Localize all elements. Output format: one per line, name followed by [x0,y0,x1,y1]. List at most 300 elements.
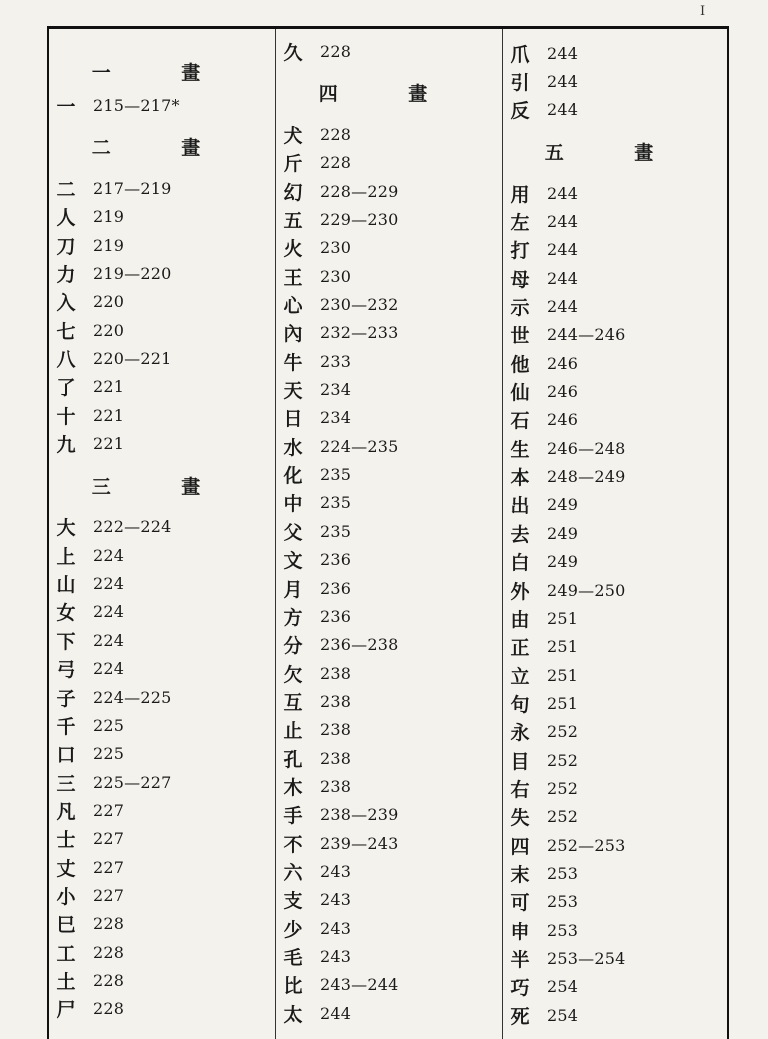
index-entry [276,744,502,772]
index-entry [503,349,727,377]
entry-page-range: 243 [320,918,352,938]
entry-page-range: 249—250 [547,580,626,600]
index-entry [49,541,275,569]
entry-character: 分 [283,635,303,658]
entry-character: 上 [56,545,76,568]
entry-character: 少 [283,918,303,941]
index-entry [49,598,275,626]
index-entry [49,373,275,401]
entry-page-range: 224 [93,545,125,565]
entry-page-range: 253 [547,920,579,940]
index-entry [49,513,275,541]
entry-page-range: 228 [320,41,352,61]
entry-character: 火 [283,238,303,261]
entry-character: 末 [510,863,530,886]
stroke-count-heading-text: 三 畫 [91,475,233,498]
index-entry [49,683,275,711]
entry-character: 仙 [510,382,530,405]
index-entry [503,292,727,320]
entry-character: 右 [510,778,530,801]
entry-character: 反 [510,100,530,123]
entry-character: 牛 [283,351,303,374]
index-entry [276,177,502,205]
index-entry [276,149,502,177]
entry-page-range: 249 [547,552,579,572]
index-entry [276,631,502,659]
entry-page-range: 252 [547,722,579,742]
index-entry [276,857,502,885]
entry-page-range: 244 [547,183,579,203]
entry-character: 出 [510,495,530,518]
entry-page-range: 244 [547,240,579,260]
index-entry [503,916,727,944]
index-entry [49,429,275,457]
entry-character: 去 [510,523,530,546]
entry-character: 七 [56,320,76,343]
index-entry [503,67,727,95]
entry-page-range: 246 [547,410,579,430]
stroke-index-table [47,26,729,1039]
entry-page-range: 219 [93,207,125,227]
index-entry [503,576,727,604]
entry-page-range: 227 [93,885,125,905]
stroke-count-heading-text: 四 畫 [318,83,460,106]
entry-character: 力 [56,264,76,287]
entry-character: 斤 [283,153,303,176]
entry-character: 毛 [283,946,303,969]
index-entry [276,829,502,857]
entry-page-range: 244 [320,1003,352,1023]
index-entry [49,853,275,881]
index-entry [276,716,502,744]
entry-character: 句 [510,693,530,716]
entry-page-range: 220 [93,320,125,340]
index-entry [276,602,502,630]
entry-page-range: 244 [547,100,579,120]
entry-page-range: 253 [547,863,579,883]
entry-character: 中 [283,493,303,516]
entry-page-range: 235 [320,521,352,541]
entry-character: 木 [283,776,303,799]
entry-page-range: 221 [93,377,125,397]
stroke-count-heading [49,458,275,513]
entry-page-range: 235 [320,493,352,513]
index-entry [276,262,502,290]
index-entry [276,319,502,347]
entry-character: 示 [510,297,530,320]
index-entry [276,37,502,65]
entry-page-range: 230 [320,238,352,258]
entry-character: 心 [283,295,303,318]
index-column-3 [503,29,727,1039]
index-entry [503,434,727,462]
entry-character: 死 [510,1005,530,1028]
entry-page-range: 244 [547,43,579,63]
index-entry [276,205,502,233]
entry-character: 支 [283,890,303,913]
entry-character: 幻 [283,181,303,204]
entry-page-range: 244 [547,212,579,232]
entry-character: 用 [510,183,530,206]
entry-character: 永 [510,722,530,745]
entry-character: 可 [510,892,530,915]
entry-character: 石 [510,410,530,433]
entry-page-range: 244 [547,297,579,317]
entry-character: 六 [283,861,303,884]
entry-page-range: 232—233 [320,323,399,343]
index-entry [503,96,727,124]
entry-character: 一 [56,95,76,118]
index-entry [276,971,502,999]
entry-character: 巧 [510,977,530,1000]
entry-page-range: 224 [93,659,125,679]
entry-page-range: 253 [547,892,579,912]
entry-character: 王 [283,266,303,289]
entry-character: 比 [283,975,303,998]
entry-character: 打 [510,240,530,263]
entry-page-range: 254 [547,977,579,997]
index-entry [503,888,727,916]
entry-page-range: 227 [93,829,125,849]
index-entry [276,914,502,942]
entry-character: 九 [56,434,76,457]
entry-page-range: 238 [320,748,352,768]
index-entry [503,264,727,292]
entry-page-range: 238 [320,663,352,683]
entry-character: 犬 [283,125,303,148]
entry-page-range: 252 [547,750,579,770]
entry-page-range: 251 [547,608,579,628]
index-entry [276,517,502,545]
entry-page-range: 239—243 [320,833,399,853]
entry-character: 五 [283,210,303,233]
stroke-count-heading [503,124,727,179]
entry-page-range: 252 [547,807,579,827]
index-entry [503,604,727,632]
entry-character: 丈 [56,857,76,880]
index-entry [276,290,502,318]
entry-page-range: 219 [93,235,125,255]
index-entry [276,999,502,1027]
index-entry [276,772,502,800]
entry-page-range: 236 [320,578,352,598]
entry-character: 內 [283,323,303,346]
index-column-1 [49,29,276,1039]
entry-character: 母 [510,268,530,291]
index-entry [49,711,275,739]
index-entry [49,825,275,853]
entry-character: 爪 [510,43,530,66]
index-entry [503,661,727,689]
index-entry [503,491,727,519]
entry-page-range: 244 [547,268,579,288]
entry-page-range: 227 [93,857,125,877]
index-entry [49,288,275,316]
entry-character: 巳 [56,914,76,937]
index-entry [276,886,502,914]
entry-page-range: 224—225 [93,687,172,707]
index-entry [49,910,275,938]
entry-page-range: 244 [547,72,579,92]
index-entry [503,236,727,264]
entry-page-range: 222—224 [93,517,172,537]
entry-page-range: 244—246 [547,325,626,345]
entry-character: 小 [56,885,76,908]
index-entry [503,803,727,831]
index-entry [49,174,275,202]
index-entry [49,881,275,909]
entry-character: 士 [56,829,76,852]
index-entry [276,489,502,517]
stroke-count-heading [276,65,502,120]
entry-character: 月 [283,578,303,601]
entry-page-range: 243 [320,890,352,910]
entry-character: 不 [283,833,303,856]
entry-page-range: 235 [320,465,352,485]
entry-character: 手 [283,805,303,828]
entry-character: 外 [510,580,530,603]
index-entry [503,207,727,235]
entry-character: 下 [56,630,76,653]
entry-character: 人 [56,207,76,230]
index-entry [276,801,502,829]
index-entry [503,321,727,349]
entry-character: 了 [56,377,76,400]
index-column-2 [276,29,503,1039]
entry-character: 引 [510,72,530,95]
entry-page-range: 228 [93,970,125,990]
entry-character: 三 [56,772,76,795]
entry-page-range: 243 [320,861,352,881]
entry-page-range: 251 [547,693,579,713]
entry-character: 十 [56,405,76,428]
entry-page-range: 228 [320,125,352,145]
entry-character: 天 [283,380,303,403]
index-entry [276,234,502,262]
entry-character: 口 [56,744,76,767]
entry-character: 互 [283,691,303,714]
index-entry [49,655,275,683]
index-entry [49,316,275,344]
entry-character: 世 [510,325,530,348]
entry-page-range: 238—239 [320,805,399,825]
entry-page-range: 221 [93,434,125,454]
index-entry [503,548,727,576]
entry-page-range: 225—227 [93,772,172,792]
entry-character: 他 [510,353,530,376]
index-entry [503,859,727,887]
entry-character: 文 [283,550,303,573]
index-entry [503,519,727,547]
index-entry [49,768,275,796]
entry-page-range: 236 [320,550,352,570]
entry-character: 白 [510,552,530,575]
index-entry [49,938,275,966]
index-entry [276,120,502,148]
index-entry [276,460,502,488]
entry-page-range: 236 [320,606,352,626]
entry-page-range: 227 [93,800,125,820]
index-entry [503,831,727,859]
index-entry [49,401,275,429]
entry-character: 弓 [56,659,76,682]
index-entry [503,179,727,207]
stroke-count-heading-text: 二 畫 [91,137,233,160]
entry-page-range: 215—217* [93,95,180,115]
index-entry [276,375,502,403]
entry-page-range: 253—254 [547,948,626,968]
entry-page-range: 228 [320,153,352,173]
entry-character: 八 [56,349,76,372]
entry-character: 女 [56,602,76,625]
index-entry [276,942,502,970]
entry-page-range: 228 [93,999,125,1019]
index-entry [49,796,275,824]
entry-character: 生 [510,438,530,461]
entry-page-range: 228 [93,942,125,962]
entry-page-range: 234 [320,408,352,428]
index-entry [49,995,275,1023]
entry-page-range: 246 [547,353,579,373]
entry-character: 入 [56,292,76,315]
index-entry [276,347,502,375]
entry-page-range: 251 [547,665,579,685]
index-entry [49,569,275,597]
entry-character: 工 [56,942,76,965]
entry-character: 凡 [56,800,76,823]
entry-page-range: 236—238 [320,635,399,655]
entry-page-range: 243—244 [320,975,399,995]
stroke-count-heading-text: 一 畫 [91,61,233,84]
page-number: I [700,4,706,19]
entry-character: 止 [283,720,303,743]
index-entry [503,406,727,434]
entry-character: 本 [510,467,530,490]
entry-page-range: 252 [547,778,579,798]
entry-character: 化 [283,465,303,488]
stroke-count-heading [49,51,275,91]
index-entry [503,462,727,490]
entry-character: 父 [283,521,303,544]
stroke-count-heading [49,119,275,174]
entry-character: 四 [510,835,530,858]
entry-page-range: 224 [93,574,125,594]
entry-character: 大 [56,517,76,540]
entry-character: 由 [510,608,530,631]
entry-character: 子 [56,687,76,710]
entry-character: 左 [510,212,530,235]
entry-page-range: 225 [93,715,125,735]
entry-character: 刀 [56,235,76,258]
index-entry [49,626,275,654]
entry-character: 半 [510,948,530,971]
entry-character: 欠 [283,663,303,686]
stroke-count-heading-text: 五 畫 [544,142,686,165]
entry-character: 久 [283,41,303,64]
entry-character: 尸 [56,999,76,1022]
entry-page-range: 246—248 [547,438,626,458]
index-entry [276,404,502,432]
entry-character: 方 [283,606,303,629]
entry-page-range: 234 [320,380,352,400]
entry-page-range: 221 [93,405,125,425]
entry-character: 孔 [283,748,303,771]
entry-character: 水 [283,436,303,459]
entry-page-range: 225 [93,744,125,764]
entry-page-range: 248—249 [547,467,626,487]
index-entry [503,718,727,746]
entry-page-range: 220—221 [93,349,172,369]
entry-page-range: 238 [320,776,352,796]
entry-character: 太 [283,1003,303,1026]
column-1-rows [49,51,275,1023]
entry-character: 失 [510,807,530,830]
entry-character: 二 [56,179,76,202]
index-entry [503,1001,727,1029]
column-3-rows [503,39,727,1029]
index-entry [503,377,727,405]
index-entry [49,91,275,119]
entry-page-range: 219—220 [93,264,172,284]
index-entry [276,546,502,574]
entry-character: 正 [510,637,530,660]
entry-page-range: 228 [93,914,125,934]
entry-character: 申 [510,920,530,943]
index-entry [503,689,727,717]
entry-page-range: 238 [320,720,352,740]
entry-page-range: 243 [320,946,352,966]
index-entry [276,687,502,715]
index-entry [503,746,727,774]
entry-page-range: 249 [547,523,579,543]
entry-page-range: 224—235 [320,436,399,456]
entry-page-range: 224 [93,630,125,650]
entry-page-range: 220 [93,292,125,312]
entry-page-range: 228—229 [320,181,399,201]
index-entry [49,259,275,287]
entry-page-range: 224 [93,602,125,622]
entry-page-range: 233 [320,351,352,371]
entry-page-range: 230 [320,266,352,286]
index-entry [49,740,275,768]
entry-character: 千 [56,715,76,738]
entry-page-range: 254 [547,1005,579,1025]
index-entry [503,633,727,661]
entry-character: 日 [283,408,303,431]
entry-character: 山 [56,574,76,597]
index-entry [276,574,502,602]
index-entry [276,432,502,460]
entry-page-range: 249 [547,495,579,515]
index-entry [49,231,275,259]
index-entry [503,944,727,972]
entry-page-range: 229—230 [320,210,399,230]
index-entry [49,344,275,372]
entry-page-range: 251 [547,637,579,657]
column-2-rows [276,37,502,1027]
index-entry [503,973,727,1001]
entry-page-range: 246 [547,382,579,402]
index-entry [276,659,502,687]
entry-page-range: 230—232 [320,295,399,315]
entry-character: 土 [56,970,76,993]
entry-page-range: 238 [320,691,352,711]
entry-page-range: 217—219 [93,179,172,199]
index-entry [503,39,727,67]
index-entry [503,774,727,802]
index-entry [49,203,275,231]
entry-character: 立 [510,665,530,688]
